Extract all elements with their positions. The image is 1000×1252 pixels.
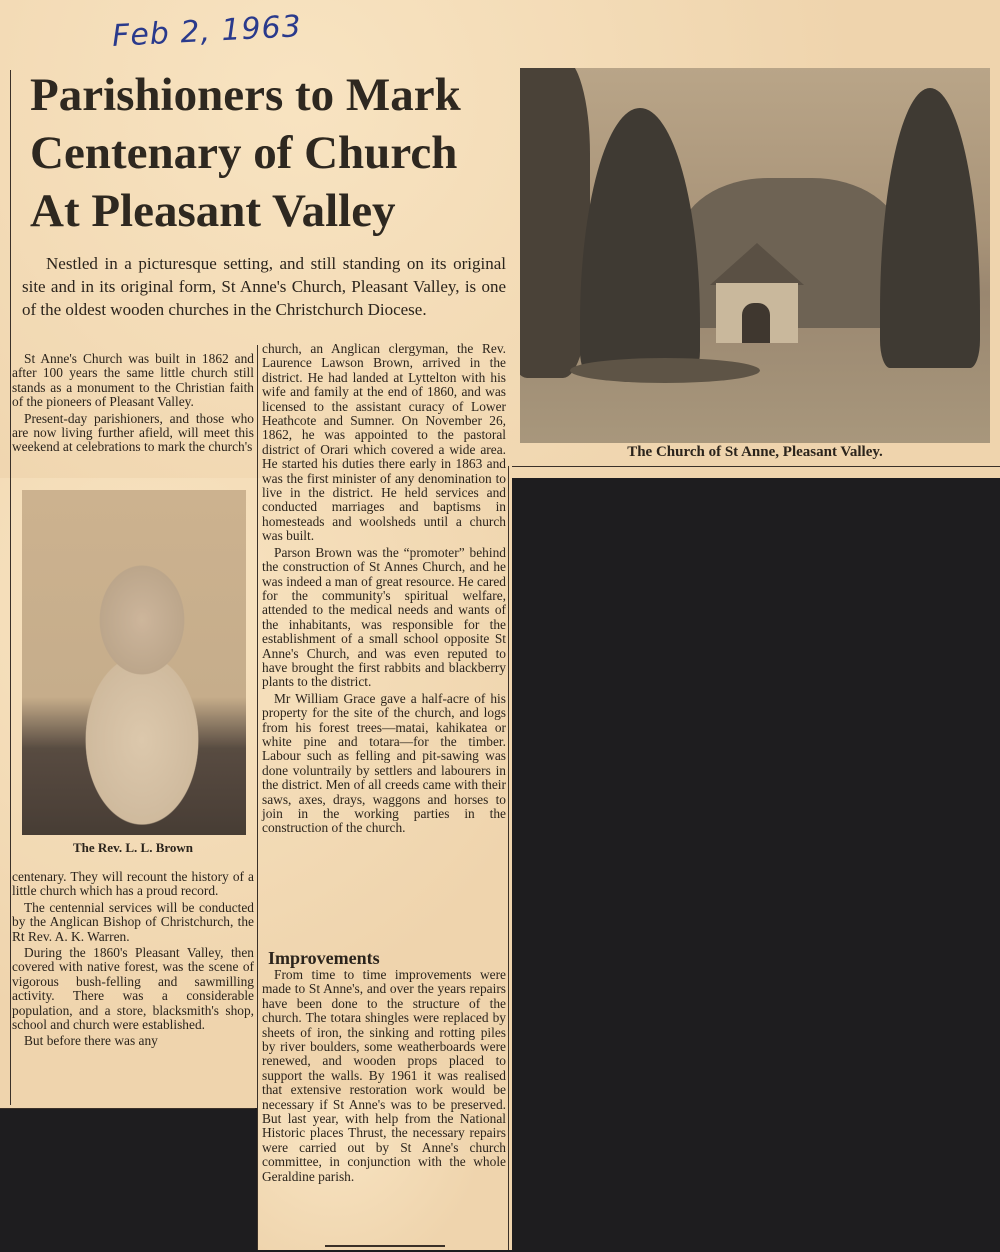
article-column-1-top bbox=[12, 352, 254, 457]
headline: Parishioners to Mark Centenary of Church At Pleasant Valley bbox=[30, 69, 461, 237]
handwritten-date: Feb 2, 1963 bbox=[111, 9, 303, 54]
caption-rule bbox=[512, 466, 1000, 467]
tree-shadow-shape bbox=[570, 358, 760, 383]
lede-paragraph: Nestled in a picturesque setting, and still standing on its original site and in its original form, St Anne's Church, Pleasant Valley, is one of the oldest wooden churches in the Christchurch Diocese. bbox=[22, 254, 506, 319]
portrait-caption: The Rev. L. L. Brown bbox=[72, 840, 194, 855]
paragraph: During the 1860's Pleasant Valley, then covered with native forest, was the scene of vigorous bush-felling and sawmilling activity. There was a considerable population, and a store, blacksmith's shop, school and church were established. bbox=[12, 945, 254, 1033]
church-roof-shape bbox=[710, 243, 804, 285]
paragraph: From time to time improvements were made to St Anne's, and over the years repairs have been done to the structure of the church. The totara shingles were replaced by sheets of iron, the sinking and rotting piles by river boulders, some weatherboards were renewed, and wooden props placed to support the walls. By 1961 it was realised that extensive restoration work would be necessary if St Anne's was to be preserved. But last year, with help from the National Historic places Thrust, the necessary repairs were carried out by St Anne's church committee, in conjunction with the whole Geraldine parish. bbox=[262, 967, 506, 1184]
paragraph: The centennial services will be conducted by the Anglican Bishop of Christchurch, the Rt Rev. A. K. Warren. bbox=[12, 899, 254, 944]
article-column-1-bottom bbox=[12, 870, 254, 1051]
church-photo bbox=[520, 68, 990, 443]
column-divider-right bbox=[508, 466, 509, 1250]
church-door-shape bbox=[742, 303, 770, 343]
paragraph: Parson Brown was the “promoter” behind the construction of St Annes Church, and he was indeed a man of great resource. He cared for the community's spiritual welfare, attended to the medical needs and wants of the inhabitants, was responsible for the establishment of a small school opposite St Anne's Church, and was even reputed to have brought the first rabbits and blackberry plants to the district. bbox=[262, 544, 506, 690]
paragraph: centenary. They will recount the history of a little church which has a proud record. bbox=[12, 869, 254, 899]
paragraph: Mr William Grace gave a half-acre of his property for the site of the church, and logs from his forest trees—matai, kahikatea or white pine and totara—for the timber. Labour such as felling and pit-sawing was done voluntraily by settlers and labourers in the district. Men of all creeds came with their saws, axes, drays, waggons and horses to join in the working parties in the construction of the church. bbox=[262, 690, 506, 836]
column-divider bbox=[257, 345, 258, 1250]
article-column-2 bbox=[262, 342, 506, 838]
subhead-improvements: Improvements bbox=[268, 948, 380, 968]
paragraph: St Anne's Church was built in 1862 and after 100 years the same little church still stands as a monument to the Christian faith of the pioneers of Pleasant Valley. bbox=[12, 351, 254, 410]
column-rule-left bbox=[10, 70, 11, 1105]
paragraph: But before there was any bbox=[24, 1033, 158, 1049]
paragraph: Present-day parishioners, and those who are now living further afield, will meet this weekend at celebrations to mark the church's bbox=[12, 410, 254, 455]
tree-shape bbox=[880, 88, 980, 368]
portrait-photo-rev-brown bbox=[22, 490, 246, 835]
paragraph: church, an Anglican clergyman, the Rev. Laurence Lawson Brown, arrived in the district. He had landed at Lyttelton with his wife and family at the end of 1860, and was licensed to the assistant curacy of Lower Heathcote and Sumner. On November 26, 1862, he was appointed to the pastoral district of Orari which covered a wide area. He started his duties there early in 1863 and was the first minister of any denomination to live in the district. He held services and conducted marriages and baptisms in homesteads and woolsheds until a church was built. bbox=[262, 341, 506, 544]
article-column-2-bottom bbox=[262, 968, 506, 1186]
bottom-rule bbox=[0, 1108, 255, 1109]
photo-caption: The Church of St Anne, Pleasant Valley. bbox=[627, 444, 883, 460]
article-end-rule bbox=[325, 1245, 445, 1247]
tree-shape bbox=[580, 108, 700, 378]
